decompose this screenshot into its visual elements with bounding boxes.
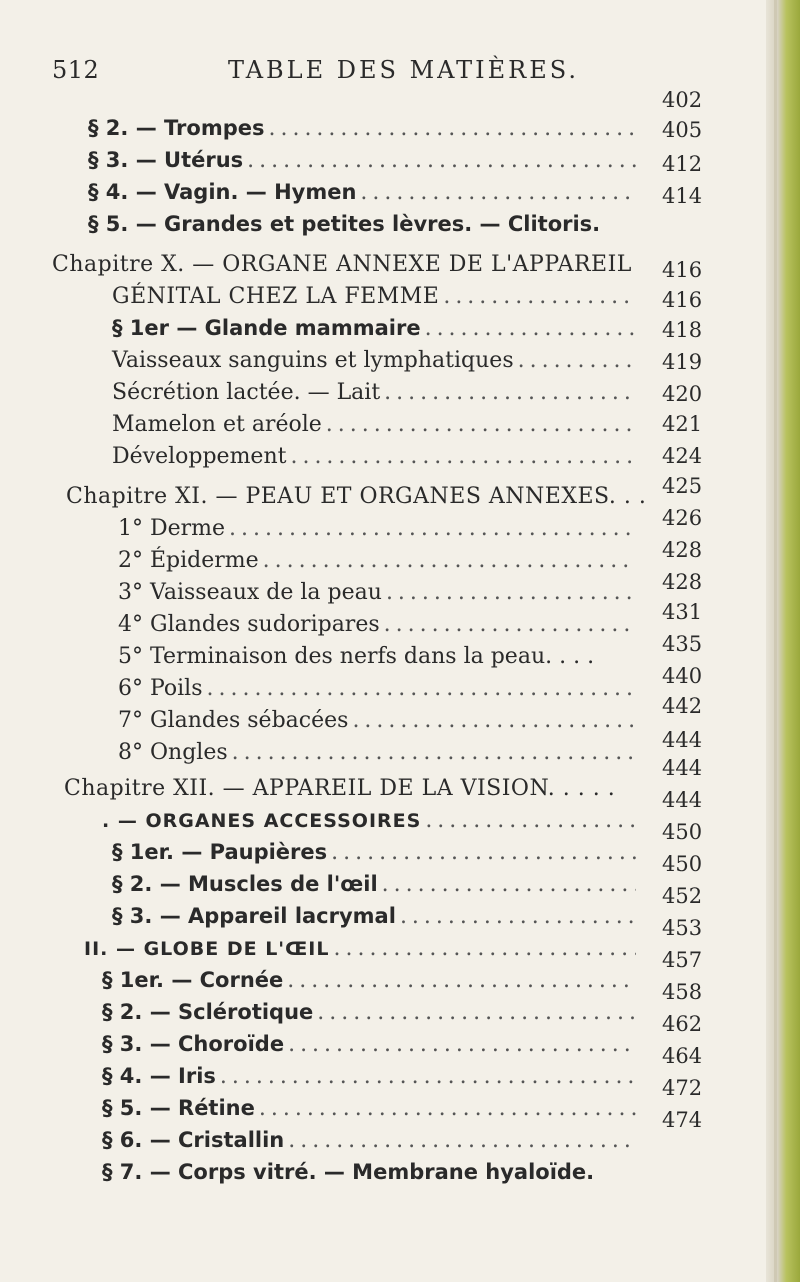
toc-entry — [102, 1160, 660, 1192]
toc-entry — [84, 936, 640, 968]
book-gutter-edge — [766, 0, 800, 1282]
toc-entry-label: 7° Glandes sébacées — [118, 708, 349, 733]
toc-entry — [88, 212, 640, 244]
dot-leader — [247, 148, 636, 173]
toc-entry — [118, 740, 640, 772]
dot-leader — [352, 708, 636, 733]
toc-page-number: 462 — [662, 1012, 703, 1036]
dot-leader — [400, 904, 636, 929]
dot-leader — [425, 808, 636, 833]
toc-page-number: 419 — [662, 350, 703, 374]
dot-leader — [290, 444, 636, 469]
toc-entry — [118, 676, 640, 708]
toc-entry — [112, 840, 640, 872]
toc-entry — [112, 284, 640, 316]
toc-entry — [102, 1096, 640, 1128]
toc-entry-label: 1° Derme — [118, 516, 226, 541]
toc-page-number: 412 — [662, 152, 703, 176]
toc-entry — [102, 1032, 640, 1064]
toc-entry-label: § 1er — Glande mammaire — [112, 316, 421, 340]
toc-entry — [102, 968, 640, 1000]
toc-entry — [118, 708, 640, 740]
dot-leader — [360, 180, 636, 205]
dot-leader — [443, 284, 636, 309]
toc-entry — [88, 116, 640, 148]
dot-leader — [232, 740, 636, 765]
toc-entry-label: 6° Poils — [118, 676, 203, 701]
toc-entry-label: GÉNITAL CHEZ LA FEMME — [112, 284, 440, 309]
toc-entry-label: § 3. — Appareil lacrymal — [112, 904, 396, 928]
toc-entry — [102, 1064, 640, 1096]
toc-page-number: 442 — [662, 694, 703, 718]
toc-page-number: 458 — [662, 980, 703, 1004]
dot-leader — [333, 936, 636, 961]
toc-page-number: 474 — [662, 1108, 703, 1132]
toc-entry-label: II. — GLOBE DE L'ŒIL — [84, 938, 330, 960]
toc-entry — [112, 348, 640, 380]
toc-entry — [102, 808, 640, 840]
dot-leader — [207, 676, 636, 701]
toc-entry-label: Chapitre XII. — APPAREIL DE LA VISION. . . . . — [64, 776, 616, 801]
toc-entry — [88, 180, 640, 212]
toc-entry-label: § 5. — Rétine — [102, 1096, 255, 1120]
toc-entry — [118, 612, 640, 644]
dot-leader — [288, 1128, 636, 1153]
toc-page-number: 426 — [662, 506, 703, 530]
toc-page-number: 464 — [662, 1044, 703, 1068]
toc-page-number: 421 — [662, 412, 703, 436]
toc-page-number: 444 — [662, 788, 703, 812]
toc-page-number: 444 — [662, 728, 703, 752]
running-title: TABLE DES MATIÈRES. — [228, 56, 579, 84]
toc-entry — [118, 580, 640, 612]
toc-entry — [112, 904, 640, 936]
toc-entry — [102, 1128, 640, 1160]
toc-page-number: 414 — [662, 184, 703, 208]
toc-entry-label: 5° Terminaison des nerfs dans la peau. . . . — [118, 644, 595, 669]
toc-entry-label: Sécrétion lactée. — Lait — [112, 380, 381, 405]
toc-entry-label: § 4. — Vagin. — Hymen — [88, 180, 357, 204]
dot-leader — [220, 1064, 636, 1089]
toc-entry-label: 2° Épiderme — [118, 548, 259, 573]
dot-leader — [518, 348, 636, 373]
toc-page-number: 416 — [662, 288, 703, 312]
dot-leader — [382, 872, 636, 897]
toc-page-number: 428 — [662, 570, 703, 594]
dot-leader — [317, 1000, 636, 1025]
toc-entry — [118, 548, 640, 580]
toc-page-number: 472 — [662, 1076, 703, 1100]
dot-leader — [263, 548, 636, 573]
toc-entry — [52, 252, 660, 284]
toc-page-number: 405 — [662, 118, 703, 142]
dot-leader — [268, 116, 636, 141]
toc-entry-label: § 5. — Grandes et petites lèvres. — Clitoris. — [88, 212, 601, 236]
toc-entry-label: Développement — [112, 444, 287, 469]
toc-entry — [112, 380, 640, 412]
toc-entry-label: . — ORGANES ACCESSOIRES — [102, 810, 422, 832]
toc-entry — [88, 148, 640, 180]
toc-entry — [64, 776, 660, 808]
dot-leader — [287, 968, 636, 993]
toc-entry-label: 3° Vaisseaux de la peau — [118, 580, 382, 605]
dot-leader — [425, 316, 636, 341]
toc-entry-label: § 2. — Muscles de l'œil — [112, 872, 378, 896]
toc-entry-label: § 1er. — Cornée — [102, 968, 284, 992]
toc-page-number: 425 — [662, 474, 703, 498]
toc-page-number: 452 — [662, 884, 703, 908]
toc-entry-label: Chapitre XI. — PEAU ET ORGANES ANNEXES. . . — [66, 484, 647, 509]
dot-leader — [259, 1096, 636, 1121]
toc-entry — [112, 872, 640, 904]
toc-entry-label: § 4. — Iris — [102, 1064, 216, 1088]
toc-entry-label: 4° Glandes sudoripares — [118, 612, 380, 637]
toc-entry — [102, 1000, 640, 1032]
dot-leader — [229, 516, 636, 541]
toc-page-number: 450 — [662, 852, 703, 876]
dot-leader — [384, 612, 636, 637]
toc-page-number: 440 — [662, 664, 703, 688]
toc-entry-label: § 2. — Sclérotique — [102, 1000, 314, 1024]
toc-entry-label: § 7. — Corps vitré. — Membrane hyaloïde. — [102, 1160, 595, 1184]
toc-page-number: 420 — [662, 382, 703, 406]
toc-page-number: 416 — [662, 258, 703, 282]
toc-page-number: 435 — [662, 632, 703, 656]
toc-entry-label: Chapitre X. — ORGANE ANNEXE DE L'APPAREIL — [52, 252, 632, 277]
toc-entry-label: Vaisseaux sanguins et lymphatiques — [112, 348, 514, 373]
toc-page-number: 428 — [662, 538, 703, 562]
page-number: 512 — [52, 56, 100, 84]
toc-entry-label: § 3. — Choroïde — [102, 1032, 285, 1056]
toc-entry-label: § 1er. — Paupières — [112, 840, 328, 864]
toc-page-number: 453 — [662, 916, 703, 940]
toc-entry — [112, 412, 640, 444]
page-header — [52, 56, 652, 92]
toc-entry — [118, 516, 640, 548]
dot-leader — [386, 580, 636, 605]
toc-entry-label: 8° Ongles — [118, 740, 228, 765]
toc-entry-label: § 2. — Trompes — [88, 116, 265, 140]
dot-leader — [331, 840, 636, 865]
toc-entry — [118, 644, 660, 676]
toc-entry-label: § 3. — Utérus — [88, 148, 244, 172]
toc-entry-label: § 6. — Cristallin — [102, 1128, 285, 1152]
toc-page-number: 457 — [662, 948, 703, 972]
dot-leader — [326, 412, 636, 437]
toc-page-number: 418 — [662, 318, 703, 342]
toc-page-number: 450 — [662, 820, 703, 844]
toc-page-number: 444 — [662, 756, 703, 780]
toc-entry — [66, 484, 660, 516]
toc-page-number: 424 — [662, 444, 703, 468]
toc-page-number: 402 — [662, 88, 703, 112]
dot-leader — [384, 380, 636, 405]
toc-entry — [112, 444, 640, 476]
dot-leader — [288, 1032, 636, 1057]
toc-page-number: 431 — [662, 600, 703, 624]
toc-entry — [112, 316, 640, 348]
toc-entry-label: Mamelon et aréole — [112, 412, 322, 437]
